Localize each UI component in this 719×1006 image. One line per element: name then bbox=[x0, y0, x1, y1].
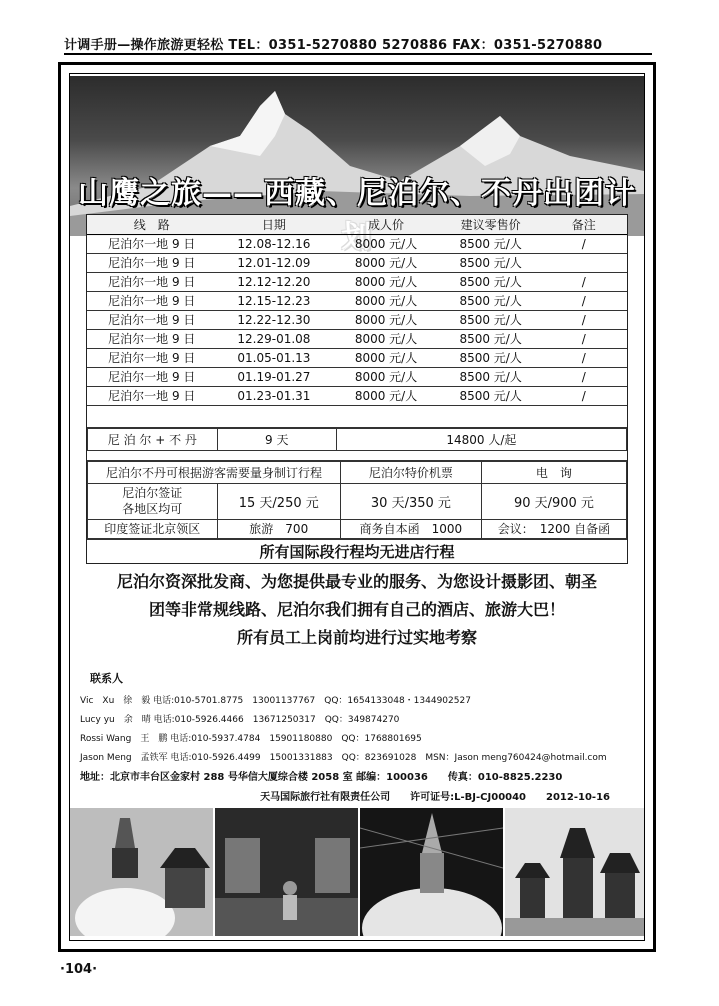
col-header-adult-price: 成人价 bbox=[331, 215, 441, 234]
contacts-heading: 联系人 bbox=[90, 672, 123, 685]
visa-15-day: 15 天/250 元 bbox=[217, 483, 340, 519]
retail-price-cell: 8500 元/人 bbox=[441, 386, 541, 405]
retail-price-cell: 8500 元/人 bbox=[441, 310, 541, 329]
note-cell: / bbox=[541, 310, 628, 329]
page-title: 山鹰之旅——西藏、尼泊尔、不丹出团计 bbox=[78, 176, 636, 211]
col-header-date: 日期 bbox=[217, 215, 332, 234]
india-visa-label: 印度签证北京领区 bbox=[88, 519, 218, 538]
schedule-row bbox=[87, 272, 627, 291]
date-cell: 01.23-01.31 bbox=[217, 386, 332, 405]
header-text: 计调手册—操作旅游更轻松 TEL：0351-5270880 5270886 FAX：0351-5270880 bbox=[64, 38, 603, 53]
schedule-row bbox=[87, 310, 627, 329]
page-header bbox=[64, 34, 652, 54]
extras-table bbox=[87, 428, 627, 451]
date-cell: 01.05-01.13 bbox=[217, 348, 332, 367]
retail-price-cell: 8500 元/人 bbox=[441, 272, 541, 291]
india-meeting: 会议： 1200 自备函 bbox=[481, 519, 626, 538]
schedule-row bbox=[87, 253, 627, 272]
retail-price-cell: 8500 元/人 bbox=[441, 329, 541, 348]
temple-photo bbox=[505, 808, 644, 936]
promo-block bbox=[70, 568, 644, 652]
schedule-table bbox=[87, 215, 627, 406]
promo-line-1: 尼泊尔资深批发商、为您提供最专业的服务、为您设计摄影团、朝圣 bbox=[116, 572, 597, 591]
boudhanath-photo bbox=[360, 808, 503, 936]
visa-row bbox=[88, 483, 627, 519]
custom-itinerary: 尼泊尔不丹可根据游客需要量身制订行程 bbox=[88, 461, 341, 483]
retail-price-cell: 8500 元/人 bbox=[441, 234, 541, 253]
note-cell: / bbox=[541, 348, 628, 367]
promo-line-2: 团等非常规线路、尼泊尔我们拥有自己的酒店、旅游大巴！ bbox=[148, 600, 565, 619]
date-cell: 12.12-12.20 bbox=[217, 272, 332, 291]
retail-price-cell: 8500 元/人 bbox=[441, 291, 541, 310]
spacer-row bbox=[87, 406, 627, 428]
schedule-panel bbox=[86, 214, 628, 564]
date-cell: 12.15-12.23 bbox=[217, 291, 332, 310]
adult-price-cell: 8000 元/人 bbox=[331, 291, 441, 310]
adult-price-cell: 8000 元/人 bbox=[331, 310, 441, 329]
schedule-row bbox=[87, 386, 627, 405]
india-tourism: 旅游 700 bbox=[217, 519, 340, 538]
route-cell: 尼泊尔一地 9 日 bbox=[87, 272, 217, 291]
visa-30-day: 30 天/350 元 bbox=[340, 483, 481, 519]
route-cell: 尼泊尔一地 9 日 bbox=[87, 253, 217, 272]
retail-price-cell: 8500 元/人 bbox=[441, 367, 541, 386]
page-number: ·104· bbox=[60, 962, 98, 977]
bhutan-row bbox=[88, 428, 627, 450]
adult-price-cell: 8000 元/人 bbox=[331, 253, 441, 272]
schedule-row bbox=[87, 348, 627, 367]
statues-photo bbox=[215, 808, 358, 936]
note-cell: / bbox=[541, 367, 628, 386]
adult-price-cell: 8000 元/人 bbox=[331, 272, 441, 291]
schedule-row bbox=[87, 367, 627, 386]
note-cell: / bbox=[541, 329, 628, 348]
address-line: 地址：北京市丰台区金家村 288 号华信大厦综合楼 2058 室 邮编：100036 传真：010-8825.2230 bbox=[80, 772, 563, 783]
route-cell: 尼泊尔一地 9 日 bbox=[87, 329, 217, 348]
route-cell: 尼泊尔一地 9 日 bbox=[87, 310, 217, 329]
bhutan-route: 尼 泊 尔 + 不 丹 bbox=[88, 428, 218, 450]
spacer-row-2 bbox=[87, 451, 627, 461]
contact-row: Lucy yu 余 晴 电话:010-5926.4466 13671250317 QQ：349874270 bbox=[80, 715, 400, 725]
photo-strip bbox=[70, 808, 644, 936]
col-header-note: 备注 bbox=[541, 215, 628, 234]
ticket-label: 尼泊尔特价机票 bbox=[340, 461, 481, 483]
visa-90-day: 90 天/900 元 bbox=[481, 483, 626, 519]
inquiry-label: 电 询 bbox=[481, 461, 626, 483]
adult-price-cell: 8000 元/人 bbox=[331, 234, 441, 253]
note-cell: / bbox=[541, 272, 628, 291]
promo-line-3: 所有员工上岗前均进行过实地考察 bbox=[236, 628, 477, 647]
date-cell: 12.01-12.09 bbox=[217, 253, 332, 272]
date-cell: 12.08-12.16 bbox=[217, 234, 332, 253]
date-cell: 01.19-01.27 bbox=[217, 367, 332, 386]
adult-price-cell: 8000 元/人 bbox=[331, 367, 441, 386]
no-shopping-note: 所有国际段行程均无进店行程 bbox=[87, 539, 627, 563]
date-cell: 12.22-12.30 bbox=[217, 310, 332, 329]
company-line: 天马国际旅行社有限责任公司 许可证号:L-BJ-CJ00040 2012-10-16 bbox=[260, 792, 610, 803]
route-cell: 尼泊尔一地 9 日 bbox=[87, 234, 217, 253]
header-rule bbox=[64, 53, 652, 55]
col-header-retail-price: 建议零售价 bbox=[441, 215, 541, 234]
bhutan-price: 14800 人/起 bbox=[336, 428, 626, 450]
retail-price-cell: 8500 元/人 bbox=[441, 253, 541, 272]
route-cell: 尼泊尔一地 9 日 bbox=[87, 367, 217, 386]
india-business: 商务自本函 1000 bbox=[340, 519, 481, 538]
schedule-row bbox=[87, 329, 627, 348]
services-table bbox=[87, 461, 627, 539]
note-cell: / bbox=[541, 291, 628, 310]
note-cell: / bbox=[541, 234, 628, 253]
contacts-block bbox=[80, 670, 640, 808]
retail-price-cell: 8500 元/人 bbox=[441, 348, 541, 367]
custom-row bbox=[88, 461, 627, 483]
schedule-row bbox=[87, 234, 627, 253]
contact-row: Vic Xu 徐 毅 电话:010-5701.8775 13001137767 QQ：1654133048・1344902527 bbox=[80, 696, 471, 706]
bhutan-days: 9 天 bbox=[217, 428, 336, 450]
contact-row: Rossi Wang 王 鹏 电话:010-5937.4784 15901180880 QQ：1768801695 bbox=[80, 734, 422, 744]
adult-price-cell: 8000 元/人 bbox=[331, 348, 441, 367]
stupa-photo bbox=[70, 808, 213, 936]
note-cell: / bbox=[541, 386, 628, 405]
col-header-route: 线 路 bbox=[87, 215, 217, 234]
contact-row: Jason Meng 孟铁军 电话:010-5926.4499 15001331883 QQ：823691028 MSN：Jason meng760424@hotmail.com bbox=[80, 753, 607, 763]
nepal-visa-label: 尼泊尔签证 各地区均可 bbox=[88, 483, 218, 519]
adult-price-cell: 8000 元/人 bbox=[331, 329, 441, 348]
schedule-row bbox=[87, 291, 627, 310]
date-cell: 12.29-01.08 bbox=[217, 329, 332, 348]
note-cell bbox=[541, 253, 628, 272]
adult-price-cell: 8000 元/人 bbox=[331, 386, 441, 405]
india-row bbox=[88, 519, 627, 538]
schedule-header-row bbox=[87, 215, 627, 234]
route-cell: 尼泊尔一地 9 日 bbox=[87, 348, 217, 367]
route-cell: 尼泊尔一地 9 日 bbox=[87, 386, 217, 405]
route-cell: 尼泊尔一地 9 日 bbox=[87, 291, 217, 310]
